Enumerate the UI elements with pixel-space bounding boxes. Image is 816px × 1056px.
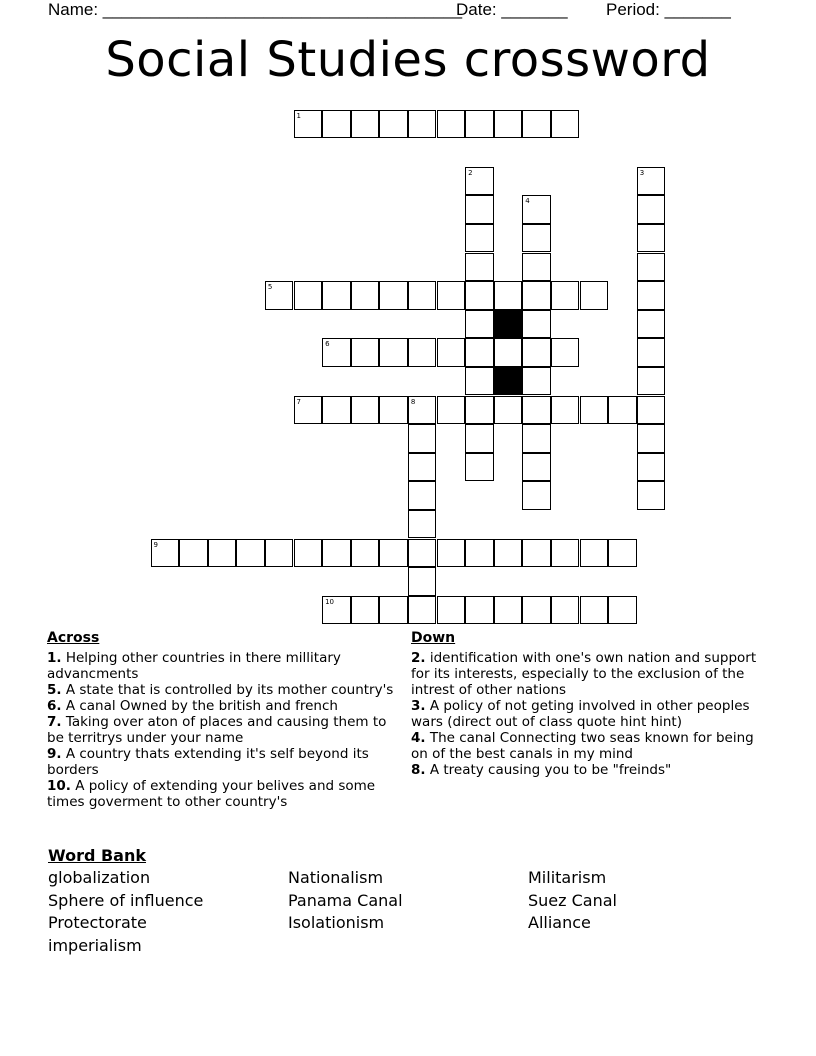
grid-cell[interactable] <box>637 310 666 339</box>
grid-cell[interactable] <box>522 224 551 253</box>
word-bank-item: Alliance <box>528 913 591 932</box>
grid-cell[interactable] <box>608 539 637 568</box>
word-bank-item: imperialism <box>48 935 142 955</box>
grid-cell[interactable] <box>294 539 323 568</box>
grid-cell[interactable] <box>236 539 265 568</box>
grid-cell[interactable] <box>408 110 437 139</box>
grid-cell[interactable] <box>637 167 666 196</box>
name-field[interactable]: Name: ______________________________________ <box>48 0 463 19</box>
word-bank-item: Protectorate <box>48 913 147 932</box>
word-bank-item: Isolationism <box>288 913 385 932</box>
grid-cell[interactable] <box>580 539 609 568</box>
word-bank-item: Nationalism <box>288 868 384 887</box>
clue-item <box>47 778 397 810</box>
grid-cell[interactable] <box>637 396 666 425</box>
clue-number: 7. <box>47 714 62 730</box>
grid-cell[interactable] <box>437 539 466 568</box>
grid-cell[interactable] <box>437 338 466 367</box>
grid-cell[interactable] <box>522 424 551 453</box>
grid-cell[interactable] <box>580 396 609 425</box>
grid-cell[interactable] <box>465 596 494 625</box>
cell-number: 7 <box>296 397 301 406</box>
grid-cell[interactable] <box>351 396 380 425</box>
word-bank-item: Sphere of influence <box>48 890 204 910</box>
clue-item <box>47 682 397 698</box>
clue-item <box>47 714 397 746</box>
grid-cell[interactable] <box>151 539 180 568</box>
clue-number: 4. <box>411 730 426 746</box>
grid-cell[interactable] <box>437 396 466 425</box>
grid-cell[interactable] <box>494 539 523 568</box>
grid-cell[interactable] <box>408 539 437 568</box>
grid-cell[interactable] <box>322 596 351 625</box>
grid-cell[interactable] <box>637 367 666 396</box>
grid-cell[interactable] <box>465 167 494 196</box>
grid-cell[interactable] <box>637 195 666 224</box>
grid-cell[interactable] <box>580 281 609 310</box>
cell-number: 6 <box>325 340 330 349</box>
grid-cell[interactable] <box>522 310 551 339</box>
clue-item <box>47 650 397 682</box>
clue-text: Helping other countries in there millitary advancments <box>47 650 341 682</box>
grid-cell[interactable] <box>351 338 380 367</box>
grid-cell[interactable] <box>522 539 551 568</box>
grid-cell[interactable] <box>494 396 523 425</box>
cell-number: 10 <box>325 597 335 606</box>
period-field[interactable]: Period: _______ <box>606 0 731 19</box>
grid-cell[interactable] <box>408 338 437 367</box>
grid-cell[interactable] <box>465 367 494 396</box>
clue-text: A state that is controlled by its mother country's <box>61 682 394 698</box>
clue-number: 5. <box>47 682 62 698</box>
cell-number: 5 <box>267 283 273 292</box>
grid-cell[interactable] <box>551 281 580 310</box>
clue-text: A policy of extending your belives and some times goverment to other country's <box>47 778 376 810</box>
clue-text: Taking over aton of places and causing them to be territrys under your name <box>47 714 387 746</box>
word-bank-item: Panama Canal <box>288 890 403 910</box>
grid-cell[interactable] <box>551 539 580 568</box>
cell-number: 1 <box>296 111 301 120</box>
grid-cell[interactable] <box>379 338 408 367</box>
grid-cell[interactable] <box>379 539 408 568</box>
clue-item <box>411 698 771 730</box>
grid-cell[interactable] <box>379 110 408 139</box>
grid-cell[interactable] <box>637 253 666 282</box>
page-title: Social Studies crossword <box>105 32 711 88</box>
clue-text: The canal Connecting two seas known for being on of the best canals in my mind <box>411 730 754 762</box>
word-bank-item: globalization <box>48 868 151 887</box>
grid-cell[interactable] <box>379 281 408 310</box>
clue-item <box>47 746 397 778</box>
grid-cell[interactable] <box>494 338 523 367</box>
grid-cell[interactable] <box>322 110 351 139</box>
grid-cell[interactable] <box>522 338 551 367</box>
grid-cell[interactable] <box>351 539 380 568</box>
grid-cell[interactable] <box>408 424 437 453</box>
grid-cell[interactable] <box>437 281 466 310</box>
grid-cell[interactable] <box>351 596 380 625</box>
clue-text: A treaty causing you to be "freinds" <box>425 762 672 778</box>
grid-cell[interactable] <box>208 539 237 568</box>
down-heading: Down <box>411 630 456 646</box>
cell-number: 8 <box>410 397 416 406</box>
grid-cell[interactable] <box>522 453 551 482</box>
across-heading: Across <box>47 630 100 646</box>
grid-cell[interactable] <box>179 539 208 568</box>
grid-cell[interactable] <box>465 310 494 339</box>
grid-cell[interactable] <box>294 396 323 425</box>
grid-cell[interactable] <box>551 338 580 367</box>
grid-cell[interactable] <box>522 110 551 139</box>
grid-cell[interactable] <box>522 253 551 282</box>
grid-cell[interactable] <box>465 253 494 282</box>
grid-cell[interactable] <box>494 596 523 625</box>
grid-cell[interactable] <box>408 481 437 510</box>
word-bank-heading: Word Bank <box>48 846 147 865</box>
grid-cell[interactable] <box>637 481 666 510</box>
grid-cell[interactable] <box>522 481 551 510</box>
grid-cell[interactable] <box>322 539 351 568</box>
grid-cell[interactable] <box>351 110 380 139</box>
grid-cell[interactable] <box>522 195 551 224</box>
black-cell <box>494 310 523 339</box>
cell-number: 2 <box>468 168 473 177</box>
grid-cell[interactable] <box>379 596 408 625</box>
clue-item <box>411 762 771 778</box>
clue-item <box>411 650 771 698</box>
grid-cell[interactable] <box>465 338 494 367</box>
grid-cell[interactable] <box>265 539 294 568</box>
grid-cell[interactable] <box>637 224 666 253</box>
clue-text: A canal Owned by the british and french <box>61 698 338 714</box>
clue-number: 6. <box>47 698 62 714</box>
clue-number: 10. <box>47 778 71 794</box>
cell-number: 9 <box>153 540 158 549</box>
grid-cell[interactable] <box>408 281 437 310</box>
clue-item <box>47 698 397 714</box>
grid-cell[interactable] <box>522 367 551 396</box>
grid-cell[interactable] <box>551 110 580 139</box>
grid-cell[interactable] <box>637 338 666 367</box>
grid-cell[interactable] <box>494 281 523 310</box>
clue-text: A policy of not geting involved in other peoples wars (direct out of class quote hint hint) <box>411 698 750 730</box>
grid-cell[interactable] <box>408 396 437 425</box>
grid-cell[interactable] <box>379 396 408 425</box>
grid-cell[interactable] <box>437 110 466 139</box>
grid-cell[interactable] <box>322 396 351 425</box>
down-clues <box>411 630 771 778</box>
grid-cell[interactable] <box>522 596 551 625</box>
grid-cell[interactable] <box>580 596 609 625</box>
grid-cell[interactable] <box>437 596 466 625</box>
grid-cell[interactable] <box>522 281 551 310</box>
cell-number: 4 <box>525 197 530 206</box>
black-cell <box>494 367 523 396</box>
clue-number: 3. <box>411 698 426 714</box>
grid-cell[interactable] <box>551 596 580 625</box>
grid-cell[interactable] <box>408 596 437 625</box>
word-bank-item: Militarism <box>528 868 607 887</box>
grid-cell[interactable] <box>465 424 494 453</box>
word-bank-item: Suez Canal <box>528 890 617 910</box>
grid-cell[interactable] <box>465 110 494 139</box>
clue-text: A country thats extending it's self beyond its borders <box>47 746 369 778</box>
clue-number: 9. <box>47 746 62 762</box>
clue-number: 1. <box>47 650 62 666</box>
grid-cell[interactable] <box>322 281 351 310</box>
grid-cell[interactable] <box>408 453 437 482</box>
grid-cell[interactable] <box>408 510 437 539</box>
grid-cell[interactable] <box>294 281 323 310</box>
grid-cell[interactable] <box>637 424 666 453</box>
clue-text: identification with one's own nation and support for its interests, especially to the exclusion of the intrest of other nations <box>411 650 757 698</box>
across-clues <box>47 630 397 810</box>
grid-cell[interactable] <box>637 453 666 482</box>
grid-cell[interactable] <box>465 453 494 482</box>
clue-number: 2. <box>411 650 426 666</box>
grid-cell[interactable] <box>551 396 580 425</box>
grid-cell[interactable] <box>608 596 637 625</box>
grid-cell[interactable] <box>637 281 666 310</box>
grid-cell[interactable] <box>465 195 494 224</box>
grid-cell[interactable] <box>351 281 380 310</box>
grid-cell[interactable] <box>265 281 294 310</box>
grid-cell[interactable] <box>494 110 523 139</box>
clue-number: 8. <box>411 762 426 778</box>
grid-cell[interactable] <box>294 110 323 139</box>
grid-cell[interactable] <box>465 224 494 253</box>
grid-cell[interactable] <box>465 396 494 425</box>
grid-cell[interactable] <box>408 567 437 596</box>
word-bank <box>48 846 768 957</box>
grid-cell[interactable] <box>522 396 551 425</box>
clue-item <box>411 730 771 762</box>
grid-cell[interactable] <box>608 396 637 425</box>
grid-cell[interactable] <box>465 539 494 568</box>
grid-cell[interactable] <box>465 281 494 310</box>
cell-number: 3 <box>639 168 645 177</box>
date-field[interactable]: Date: _______ <box>456 0 568 19</box>
grid-cell[interactable] <box>322 338 351 367</box>
